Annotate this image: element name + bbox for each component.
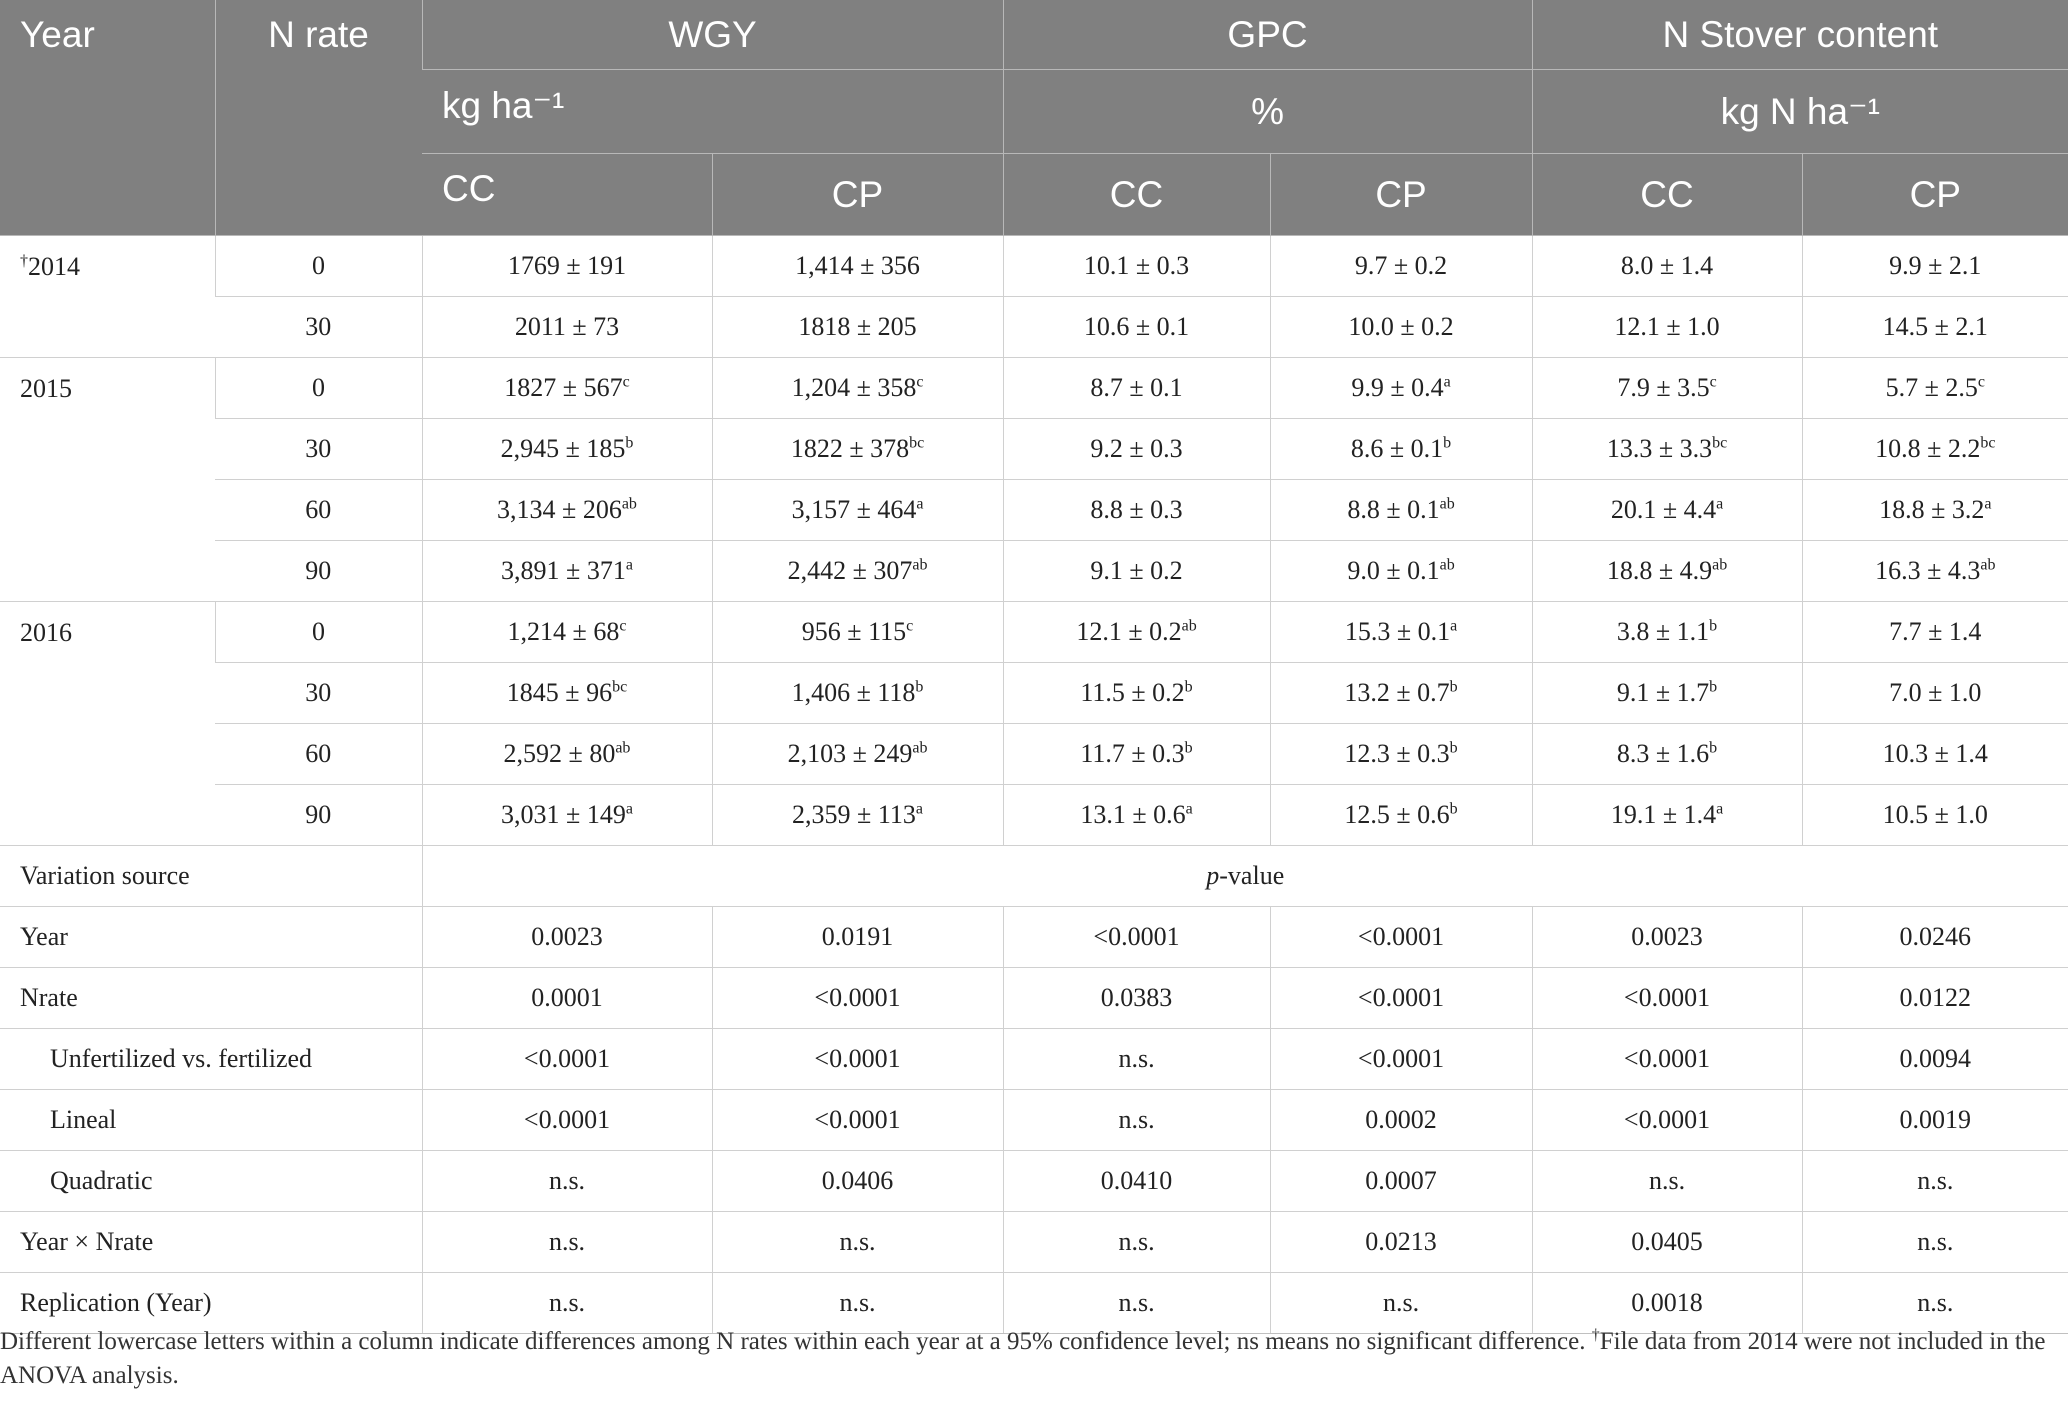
cell-value: 3,157 ± 464 xyxy=(791,495,917,524)
significance-letter: bc xyxy=(612,678,628,696)
significance-letter: c xyxy=(916,373,924,391)
cell-value: 11.7 ± 0.3 xyxy=(1080,739,1185,768)
value-cell xyxy=(1802,419,2068,480)
nrate-cell: 30 xyxy=(215,663,422,724)
cell-value: 2,945 ± 185 xyxy=(500,434,626,463)
value-cell xyxy=(1003,236,1270,297)
significance-letter: b xyxy=(1449,678,1458,696)
anova-row xyxy=(0,1029,2068,1090)
anova-source-label: Quadratic xyxy=(0,1151,422,1212)
header-gpc: GPC xyxy=(1003,0,1532,70)
significance-letter: b xyxy=(1449,739,1458,757)
header-sub-cp: CP xyxy=(712,154,1003,236)
anova-pvalue: 0.0018 xyxy=(1532,1273,1802,1334)
anova-pvalue: <0.0001 xyxy=(1270,968,1532,1029)
cell-value: 7.0 ± 1.0 xyxy=(1889,678,1982,707)
nrate-cell: 30 xyxy=(215,419,422,480)
anova-pvalue: 0.0007 xyxy=(1270,1151,1532,1212)
table-row xyxy=(0,480,2068,541)
value-cell xyxy=(712,785,1003,846)
header-wgy: WGY xyxy=(422,0,1003,70)
cell-value: 7.7 ± 1.4 xyxy=(1889,617,1982,646)
anova-title-row xyxy=(0,846,2068,907)
value-cell xyxy=(1802,236,2068,297)
value-cell xyxy=(712,297,1003,358)
header-nrate: N rate xyxy=(215,0,422,236)
header-n-stover-unit: kg N ha⁻¹ xyxy=(1532,70,2068,154)
cell-value: 9.1 ± 0.2 xyxy=(1090,556,1183,585)
value-cell xyxy=(1802,358,2068,419)
header-sub-cp: CP xyxy=(1270,154,1532,236)
cell-value: 8.3 ± 1.6 xyxy=(1616,739,1710,768)
dagger-mark: † xyxy=(20,252,28,270)
value-cell xyxy=(1532,541,1802,602)
significance-letter: b xyxy=(1443,434,1452,452)
value-cell xyxy=(1270,785,1532,846)
anova-pvalue: n.s. xyxy=(1003,1212,1270,1273)
nrate-cell: 0 xyxy=(215,358,422,419)
header-gpc-unit: % xyxy=(1003,70,1532,154)
cell-value: 2,592 ± 80 xyxy=(503,739,616,768)
anova-source-label: Unfertilized vs. fertilized xyxy=(0,1029,422,1090)
cell-value: 14.5 ± 2.1 xyxy=(1882,312,1988,341)
pvalue-italic: p xyxy=(1206,861,1220,890)
cell-value: 3,134 ± 206 xyxy=(497,495,622,524)
value-cell xyxy=(1270,724,1532,785)
table-header xyxy=(0,0,2068,236)
value-cell xyxy=(1532,358,1802,419)
pvalue-rest: -value xyxy=(1219,861,1285,890)
value-cell xyxy=(712,236,1003,297)
anova-pvalue: 0.0023 xyxy=(1532,907,1802,968)
table-row xyxy=(0,297,2068,358)
significance-letter: ab xyxy=(1439,556,1455,574)
significance-letter: bc xyxy=(1980,434,1996,452)
value-cell xyxy=(1270,663,1532,724)
value-cell xyxy=(1532,480,1802,541)
anova-pvalue: 0.0213 xyxy=(1270,1212,1532,1273)
value-cell xyxy=(712,602,1003,663)
value-cell xyxy=(422,724,712,785)
significance-letter: ab xyxy=(1712,556,1728,574)
value-cell xyxy=(1003,480,1270,541)
cell-value: 956 ± 115 xyxy=(801,617,907,646)
significance-letter: c xyxy=(622,373,630,391)
anova-pvalue: 0.0406 xyxy=(712,1151,1003,1212)
value-cell xyxy=(422,602,712,663)
significance-letter: a xyxy=(1716,800,1724,818)
table-row xyxy=(0,419,2068,480)
table-body xyxy=(0,236,2068,1334)
cell-value: 2011 ± 73 xyxy=(514,312,620,341)
anova-pvalue: 0.0019 xyxy=(1802,1090,2068,1151)
table-row xyxy=(0,663,2068,724)
anova-source-label: Lineal xyxy=(0,1090,422,1151)
significance-letter: b xyxy=(1709,678,1718,696)
nrate-cell: 60 xyxy=(215,724,422,785)
cell-value: 18.8 ± 4.9 xyxy=(1606,556,1713,585)
cell-value: 10.5 ± 1.0 xyxy=(1882,800,1988,829)
value-cell xyxy=(712,358,1003,419)
nrate-cell: 90 xyxy=(215,541,422,602)
significance-letter: b xyxy=(1709,617,1718,635)
cell-value: 2,442 ± 307 xyxy=(787,556,913,585)
value-cell xyxy=(1802,602,2068,663)
value-cell xyxy=(1003,419,1270,480)
cell-value: 8.7 ± 0.1 xyxy=(1090,373,1183,402)
cell-value: 9.7 ± 0.2 xyxy=(1354,251,1448,280)
header-sub-cp: CP xyxy=(1802,154,2068,236)
value-cell xyxy=(422,785,712,846)
cell-value: 1,414 ± 356 xyxy=(795,251,920,280)
cell-value: 8.0 ± 1.4 xyxy=(1620,251,1714,280)
significance-letter: ab xyxy=(1980,556,1996,574)
cell-value: 11.5 ± 0.2 xyxy=(1080,678,1185,707)
cell-value: 10.6 ± 0.1 xyxy=(1083,312,1190,341)
year-cell xyxy=(0,358,215,602)
value-cell xyxy=(1532,785,1802,846)
anova-pvalue: n.s. xyxy=(422,1212,712,1273)
value-cell xyxy=(1532,724,1802,785)
significance-letter: b xyxy=(1449,800,1458,818)
cell-value: 1822 ± 378 xyxy=(790,434,910,463)
value-cell xyxy=(1532,602,1802,663)
value-cell xyxy=(422,480,712,541)
cell-value: 13.3 ± 3.3 xyxy=(1606,434,1713,463)
table-row xyxy=(0,602,2068,663)
value-cell xyxy=(1802,785,2068,846)
nrate-cell: 90 xyxy=(215,785,422,846)
table-row xyxy=(0,541,2068,602)
value-cell xyxy=(1003,663,1270,724)
cell-value: 1,204 ± 358 xyxy=(791,373,917,402)
value-cell xyxy=(1802,663,2068,724)
anova-pvalue: <0.0001 xyxy=(1532,1090,1802,1151)
anova-pvalue: 0.0094 xyxy=(1802,1029,2068,1090)
cell-value: 9.0 ± 0.1 xyxy=(1347,556,1440,585)
pvalue-label xyxy=(422,846,2068,907)
value-cell xyxy=(1270,602,1532,663)
anova-pvalue: n.s. xyxy=(1802,1212,2068,1273)
value-cell xyxy=(1003,724,1270,785)
anova-pvalue: 0.0383 xyxy=(1003,968,1270,1029)
significance-letter: a xyxy=(1716,495,1724,513)
anova-pvalue: n.s. xyxy=(1003,1029,1270,1090)
anova-row xyxy=(0,907,2068,968)
significance-letter: b xyxy=(1184,678,1193,696)
anova-pvalue: n.s. xyxy=(422,1273,712,1334)
significance-letter: ab xyxy=(1439,495,1455,513)
year-label: 2016 xyxy=(20,618,72,647)
cell-value: 12.3 ± 0.3 xyxy=(1344,739,1450,768)
anova-pvalue: n.s. xyxy=(712,1212,1003,1273)
anova-pvalue: 0.0001 xyxy=(422,968,712,1029)
anova-pvalue: 0.0405 xyxy=(1532,1212,1802,1273)
significance-letter: a xyxy=(1185,800,1193,818)
anova-pvalue: 0.0246 xyxy=(1802,907,2068,968)
cell-value: 7.9 ± 3.5 xyxy=(1617,373,1710,402)
cell-value: 3.8 ± 1.1 xyxy=(1616,617,1710,646)
year-label: 2015 xyxy=(20,374,72,403)
value-cell xyxy=(1270,541,1532,602)
value-cell xyxy=(1003,541,1270,602)
anova-source-label: Nrate xyxy=(0,968,422,1029)
table-row xyxy=(0,236,2068,297)
value-cell xyxy=(1802,480,2068,541)
significance-letter: a xyxy=(625,556,633,574)
cell-value: 8.6 ± 0.1 xyxy=(1350,434,1444,463)
value-cell xyxy=(712,419,1003,480)
cell-value: 18.8 ± 3.2 xyxy=(1879,495,1985,524)
significance-letter: b xyxy=(1184,739,1193,757)
anova-row xyxy=(0,1151,2068,1212)
significance-letter: a xyxy=(1984,495,1992,513)
header-wgy-unit: kg ha⁻¹ xyxy=(422,70,1003,154)
anova-pvalue: <0.0001 xyxy=(1270,1029,1532,1090)
header-n-stover: N Stover content xyxy=(1532,0,2068,70)
value-cell xyxy=(1532,236,1802,297)
anova-pvalue: <0.0001 xyxy=(1003,907,1270,968)
value-cell xyxy=(712,541,1003,602)
anova-pvalue: <0.0001 xyxy=(712,968,1003,1029)
value-cell xyxy=(1270,480,1532,541)
variation-source-label: Variation source xyxy=(0,846,422,907)
value-cell xyxy=(1003,785,1270,846)
cell-value: 3,031 ± 149 xyxy=(501,800,626,829)
significance-letter: a xyxy=(625,800,633,818)
cell-value: 8.8 ± 0.1 xyxy=(1347,495,1440,524)
anova-pvalue: n.s. xyxy=(422,1151,712,1212)
value-cell xyxy=(422,236,712,297)
anova-pvalue: n.s. xyxy=(712,1273,1003,1334)
significance-letter: a xyxy=(916,495,924,513)
year-label: 2014 xyxy=(28,252,80,281)
anova-row xyxy=(0,1212,2068,1273)
significance-letter: c xyxy=(619,617,627,635)
header-year: Year xyxy=(0,0,215,236)
value-cell xyxy=(422,358,712,419)
significance-letter: bc xyxy=(1712,434,1728,452)
value-cell xyxy=(1003,358,1270,419)
cell-value: 9.9 ± 2.1 xyxy=(1889,251,1982,280)
anova-pvalue: <0.0001 xyxy=(712,1029,1003,1090)
significance-letter: c xyxy=(1709,373,1717,391)
table-row xyxy=(0,785,2068,846)
nrate-cell: 0 xyxy=(215,602,422,663)
value-cell xyxy=(422,419,712,480)
cell-value: 1,214 ± 68 xyxy=(507,617,620,646)
cell-value: 12.5 ± 0.6 xyxy=(1344,800,1450,829)
significance-letter: c xyxy=(906,617,914,635)
cell-value: 10.3 ± 1.4 xyxy=(1882,739,1988,768)
anova-pvalue: <0.0001 xyxy=(422,1029,712,1090)
value-cell xyxy=(1532,419,1802,480)
cell-value: 9.2 ± 0.3 xyxy=(1090,434,1183,463)
significance-letter: a xyxy=(1450,617,1458,635)
value-cell xyxy=(1802,724,2068,785)
anova-pvalue: 0.0191 xyxy=(712,907,1003,968)
cell-value: 15.3 ± 0.1 xyxy=(1344,617,1451,646)
footnote-text: Different lowercase letters within a column indicate differences among N rates within each year at a 95% confidence level; ns means no significant difference. xyxy=(0,1328,1592,1355)
value-cell xyxy=(1532,297,1802,358)
value-cell xyxy=(1802,541,2068,602)
cell-value: 20.1 ± 4.4 xyxy=(1610,495,1717,524)
cell-value: 1827 ± 567 xyxy=(504,373,623,402)
anova-pvalue: 0.0023 xyxy=(422,907,712,968)
value-cell xyxy=(422,663,712,724)
anova-pvalue: <0.0001 xyxy=(712,1090,1003,1151)
cell-value: 1769 ± 191 xyxy=(507,251,627,280)
significance-letter: a xyxy=(915,800,923,818)
table-footnote xyxy=(0,1325,2068,1393)
anova-pvalue: 0.0122 xyxy=(1802,968,2068,1029)
cell-value: 9.9 ± 0.4 xyxy=(1351,373,1444,402)
value-cell xyxy=(1532,663,1802,724)
value-cell xyxy=(1270,297,1532,358)
significance-letter: ab xyxy=(912,739,928,757)
anova-pvalue: <0.0001 xyxy=(1532,968,1802,1029)
nrate-cell: 60 xyxy=(215,480,422,541)
anova-pvalue: <0.0001 xyxy=(422,1090,712,1151)
anova-row xyxy=(0,968,2068,1029)
cell-value: 16.3 ± 4.3 xyxy=(1875,556,1981,585)
significance-letter: c xyxy=(1977,373,1985,391)
cell-value: 10.8 ± 2.2 xyxy=(1875,434,1981,463)
value-cell xyxy=(712,663,1003,724)
year-cell xyxy=(0,602,215,846)
value-cell xyxy=(422,297,712,358)
value-cell xyxy=(1003,602,1270,663)
value-cell xyxy=(1003,297,1270,358)
cell-value: 1818 ± 205 xyxy=(798,312,917,341)
value-cell xyxy=(712,724,1003,785)
year-cell xyxy=(0,236,215,358)
significance-letter: b xyxy=(625,434,634,452)
cell-value: 8.8 ± 0.3 xyxy=(1090,495,1183,524)
cell-value: 3,891 ± 371 xyxy=(501,556,626,585)
table-row xyxy=(0,724,2068,785)
significance-letter: ab xyxy=(621,495,637,513)
value-cell xyxy=(422,541,712,602)
significance-letter: b xyxy=(1709,739,1718,757)
cell-value: 12.1 ± 1.0 xyxy=(1614,312,1720,341)
anova-pvalue: <0.0001 xyxy=(1532,1029,1802,1090)
significance-letter: a xyxy=(1443,373,1451,391)
value-cell xyxy=(1802,297,2068,358)
cell-value: 2,359 ± 113 xyxy=(792,800,916,829)
cell-value: 10.0 ± 0.2 xyxy=(1348,312,1454,341)
cell-value: 10.1 ± 0.3 xyxy=(1083,251,1190,280)
header-sub-cc: CC xyxy=(1003,154,1270,236)
cell-value: 1,406 ± 118 xyxy=(791,678,916,707)
cell-value: 12.1 ± 0.2 xyxy=(1076,617,1182,646)
cell-value: 19.1 ± 1.4 xyxy=(1610,800,1717,829)
nrate-cell: 0 xyxy=(215,236,422,297)
anova-pvalue: n.s. xyxy=(1802,1273,2068,1334)
significance-letter: ab xyxy=(615,739,631,757)
value-cell xyxy=(1270,358,1532,419)
anova-source-label: Year × Nrate xyxy=(0,1212,422,1273)
header-sub-cc: CC xyxy=(422,154,712,236)
anova-pvalue: 0.0410 xyxy=(1003,1151,1270,1212)
significance-letter: ab xyxy=(1181,617,1197,635)
anova-pvalue: <0.0001 xyxy=(1270,907,1532,968)
anova-pvalue: n.s. xyxy=(1532,1151,1802,1212)
anova-source-label: Replication (Year) xyxy=(0,1273,422,1334)
significance-letter: bc xyxy=(909,434,925,452)
anova-pvalue: n.s. xyxy=(1270,1273,1532,1334)
anova-source-label: Year xyxy=(0,907,422,968)
header-sub-cc: CC xyxy=(1532,154,1802,236)
value-cell xyxy=(1270,236,1532,297)
anova-pvalue: n.s. xyxy=(1802,1151,2068,1212)
footnote-text-2014: File data from 2014 were not included in the ANOVA analysis. xyxy=(0,1328,2046,1389)
cell-value: 13.1 ± 0.6 xyxy=(1080,800,1186,829)
significance-letter: ab xyxy=(912,556,928,574)
nrate-cell: 30 xyxy=(215,297,422,358)
anova-pvalue: n.s. xyxy=(1003,1273,1270,1334)
table-row xyxy=(0,358,2068,419)
anova-pvalue: 0.0002 xyxy=(1270,1090,1532,1151)
cell-value: 9.1 ± 1.7 xyxy=(1616,678,1710,707)
anova-pvalue: n.s. xyxy=(1003,1090,1270,1151)
cell-value: 2,103 ± 249 xyxy=(787,739,913,768)
cell-value: 1845 ± 96 xyxy=(506,678,613,707)
footnote-dagger: † xyxy=(1591,1326,1600,1344)
anova-row xyxy=(0,1090,2068,1151)
significance-letter: b xyxy=(915,678,924,696)
cell-value: 5.7 ± 2.5 xyxy=(1885,373,1978,402)
cell-value: 13.2 ± 0.7 xyxy=(1344,678,1450,707)
value-cell xyxy=(712,480,1003,541)
value-cell xyxy=(1270,419,1532,480)
